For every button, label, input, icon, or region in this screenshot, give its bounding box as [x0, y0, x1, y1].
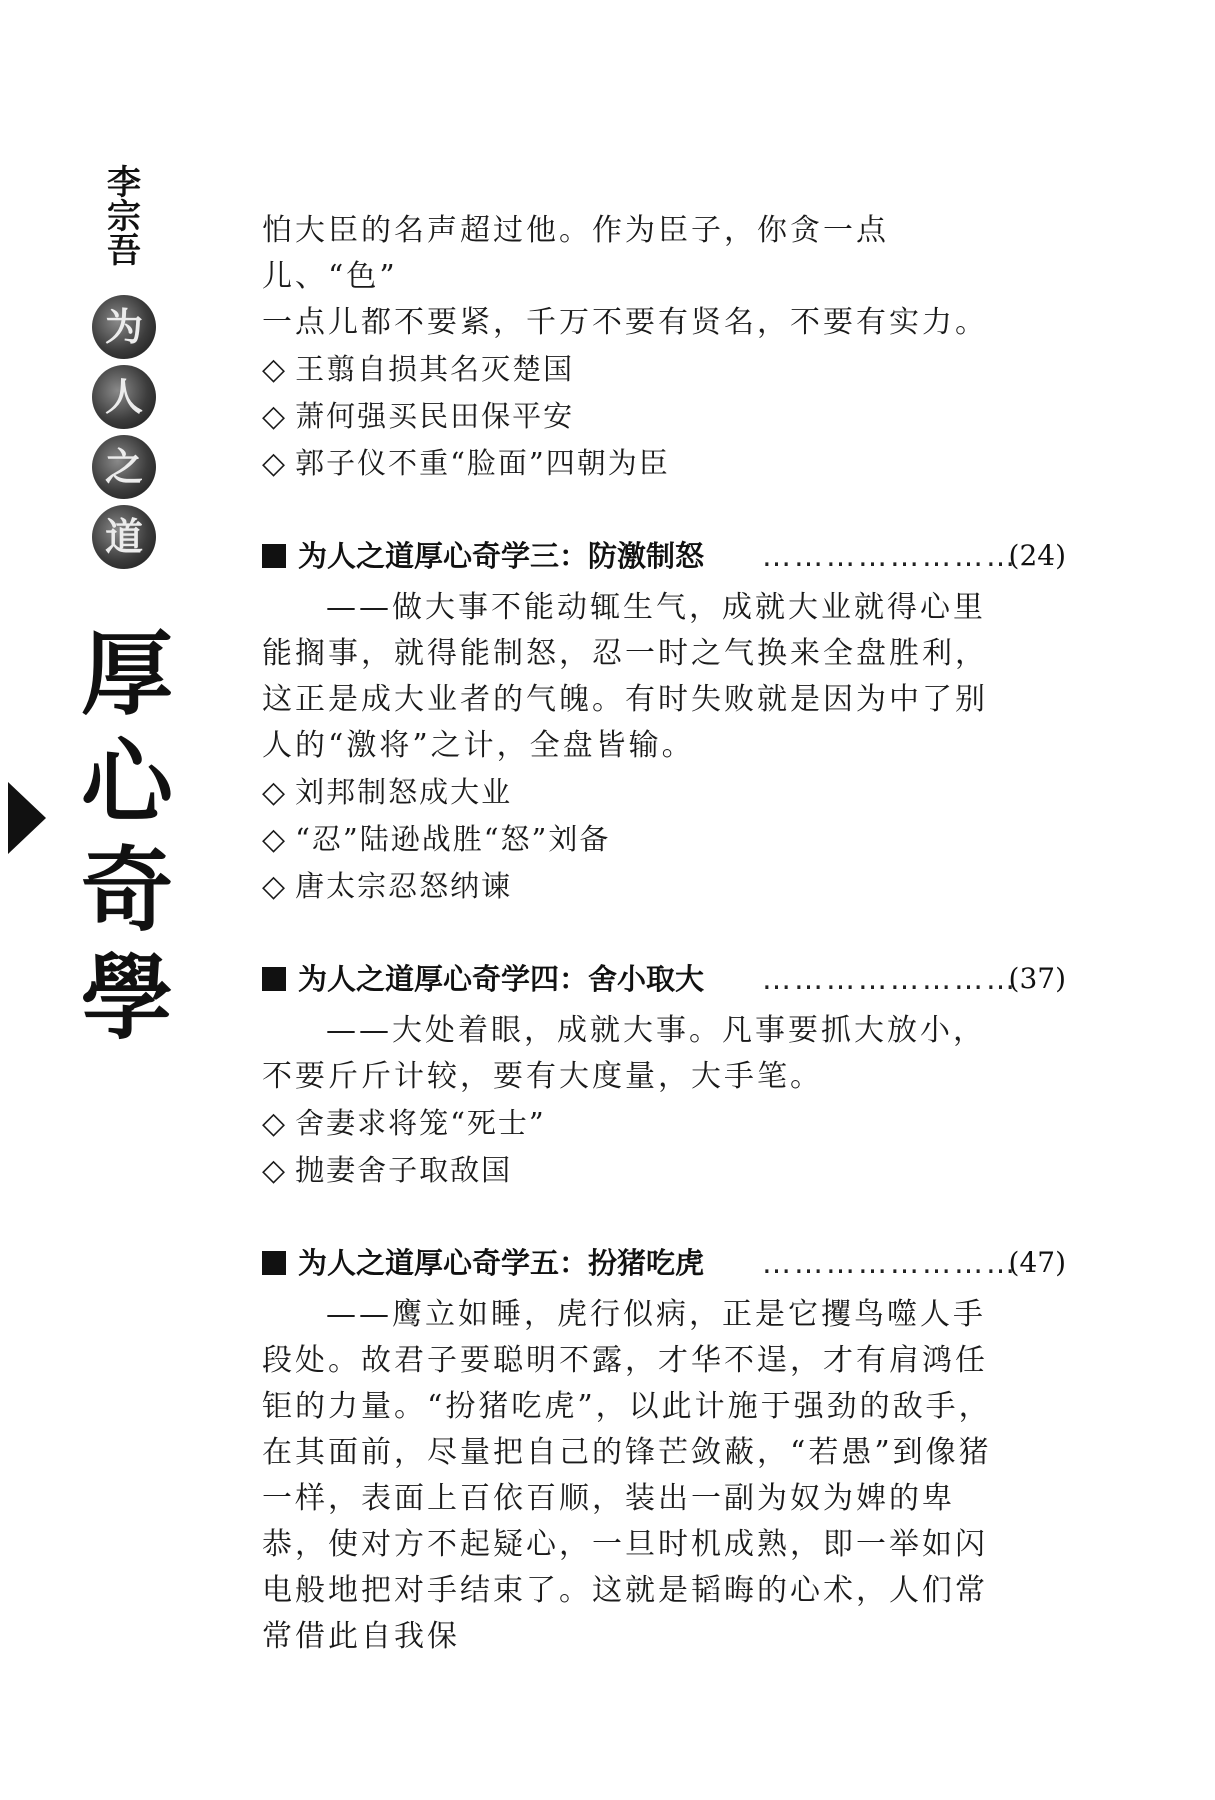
author-char: 吾	[107, 231, 141, 271]
seal-char: 之	[92, 435, 156, 499]
toc-entry[interactable]	[262, 954, 1066, 1004]
section-summary: ——鹰立如睡，虎行似病，正是它攫鸟噬人手段处。故君子要聪明不露，才华不逞，才有肩鸿任钜的力量。“扮猪吃虎”，以此计施于强劲的敌手，在其面前，尽量把自己的锋芒敛蔽，“若愚”到像猪一样，表面上百依百顺，装出一副为奴为婢的卑恭，使对方不起疑心，一旦时机成熟，即一举如闪电般地把对手结束了。这就是韬晦的心术，人们常常借此自我保	[262, 1297, 992, 1654]
list-item	[262, 1100, 1062, 1147]
list-item	[262, 769, 1062, 816]
leader-dots: ……………………	[762, 1246, 1018, 1280]
toc-page-number: (37)	[1008, 962, 1066, 995]
section-summary: ——做大事不能动辄生气，成就大业就得心里能搁事，就得能制怒，忍一时之气换来全盘胜利，这正是成大业者的气魄。有时失败就是因为中了别人的“激将”之计，全盘皆输。	[262, 590, 988, 763]
author-char: 李	[107, 163, 141, 203]
intro-line: 怕大臣的名声超过他。作为臣子，你贪一点儿、“色”	[262, 213, 889, 294]
seal-char: 道	[92, 505, 156, 569]
square-bullet-icon	[262, 544, 286, 568]
title-char: 厚	[80, 620, 173, 728]
diamond-icon: ◇	[262, 352, 288, 387]
list-item-text: 唐太宗忍怒纳谏	[295, 869, 513, 903]
diamond-icon: ◇	[262, 399, 288, 434]
list-item	[262, 346, 1062, 393]
toc-entry[interactable]	[262, 531, 1066, 581]
leader-dots: ……………………	[762, 962, 1018, 996]
list-item	[262, 1147, 1062, 1194]
list-item-text: 舍妻求将笼“死士”	[295, 1106, 546, 1140]
toc-entry[interactable]	[262, 1238, 1066, 1288]
toc-entry-title: 为人之道厚心奇学四：舍小取大	[298, 962, 705, 996]
square-bullet-icon	[262, 1251, 286, 1275]
seal-char: 人	[92, 365, 156, 429]
author-name	[102, 163, 146, 271]
title-char: 學	[80, 944, 173, 1052]
diamond-icon: ◇	[262, 775, 288, 810]
seal-char: 为	[92, 295, 156, 359]
toc-content	[262, 208, 1066, 1660]
list-item-text: “忍”陆逊战胜“怒”刘备	[295, 822, 611, 856]
title-char: 心	[80, 728, 173, 836]
toc-page-number: (24)	[1008, 539, 1066, 572]
diamond-icon: ◇	[262, 1106, 288, 1141]
list-item-text: 萧何强买民田保平安	[295, 399, 575, 433]
list-item-text: 郭子仪不重“脸面”四朝为臣	[295, 446, 670, 480]
diamond-icon: ◇	[262, 446, 288, 481]
list-item-text: 抛妻舍子取敌国	[295, 1153, 513, 1187]
intro-line: 一点儿都不要紧，千万不要有贤名，不要有实力。	[262, 305, 988, 340]
triangle-pointer-icon	[8, 782, 46, 854]
section-summary: ——大处着眼，成就大事。凡事要抓大放小，不要斤斤计较，要有大度量，大手笔。	[262, 1013, 986, 1094]
book-title	[72, 620, 182, 1052]
diamond-icon: ◇	[262, 869, 288, 904]
series-seals	[87, 295, 161, 575]
toc-entry-title: 为人之道厚心奇学五：扮猪吃虎	[298, 1246, 705, 1280]
list-item	[262, 440, 1062, 487]
list-item	[262, 393, 1062, 440]
list-item	[262, 863, 1062, 910]
toc-entry-title: 为人之道厚心奇学三：防激制怒	[298, 539, 705, 573]
list-item	[262, 816, 1062, 863]
leader-dots: ……………………	[762, 539, 1018, 573]
title-char: 奇	[80, 836, 173, 944]
diamond-icon: ◇	[262, 822, 288, 857]
toc-page-number: (47)	[1008, 1246, 1066, 1279]
square-bullet-icon	[262, 967, 286, 991]
list-item-text: 王翦自损其名灭楚国	[295, 352, 575, 386]
list-item-text: 刘邦制怒成大业	[295, 775, 513, 809]
diamond-icon: ◇	[262, 1153, 288, 1188]
author-char: 宗	[107, 197, 141, 237]
